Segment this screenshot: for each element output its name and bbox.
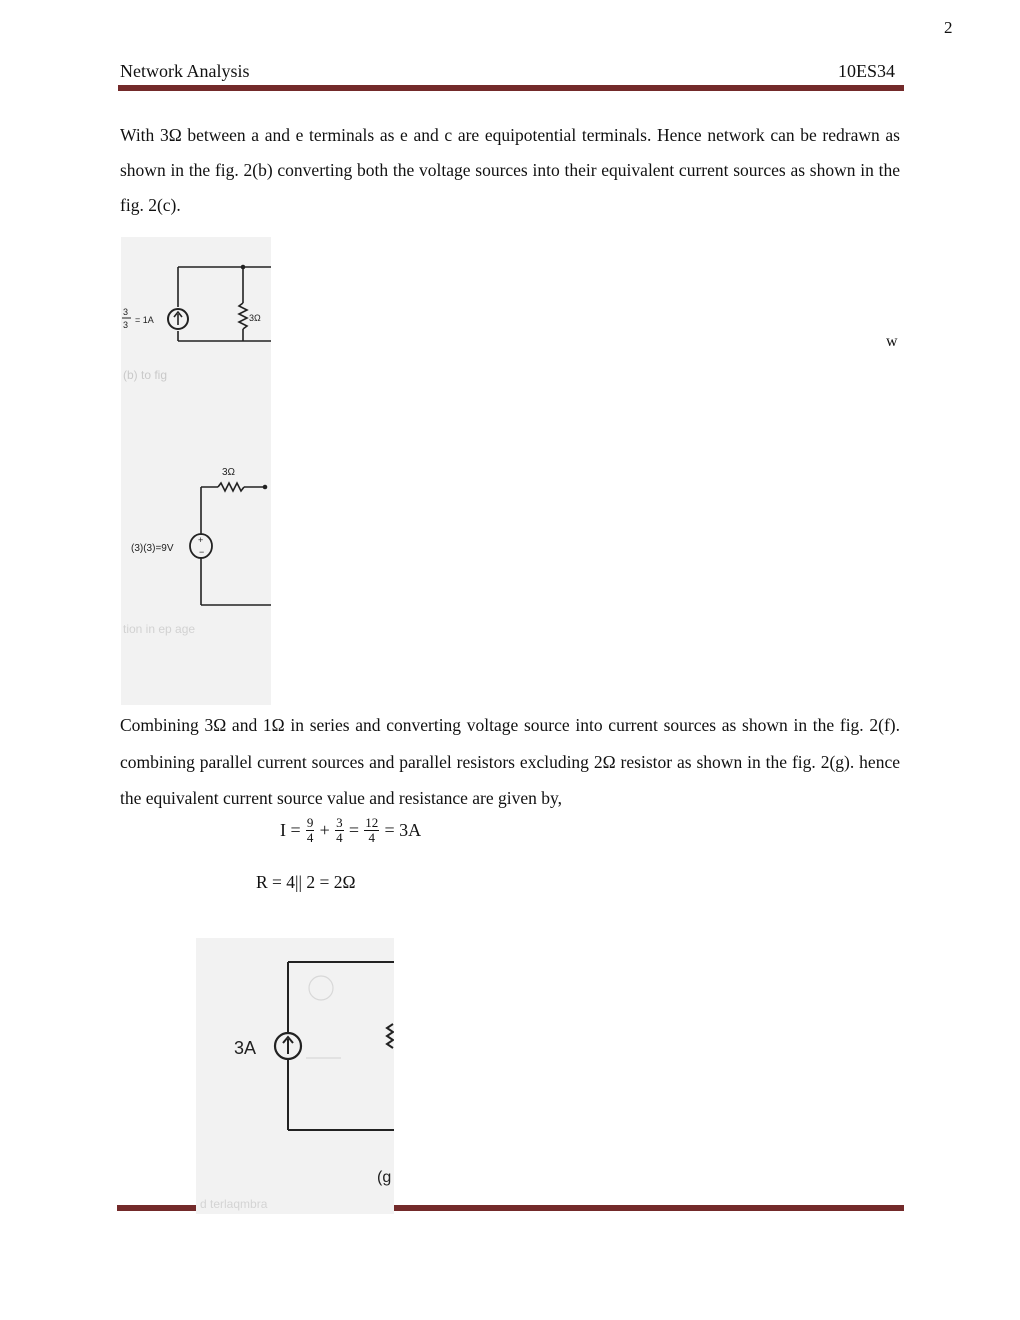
fig1-resistor-bottom-label: 3Ω (222, 467, 236, 478)
fig1-fraction-numerator: 3 (123, 307, 129, 317)
paragraph-intro: With 3Ω between a and e terminals as e and c are equipotential terminals. Hence network can be redrawn as shown in the fig. 2(b) converting both the voltage sources into their equivalent current sources as shown in the fig. 2(c). (120, 125, 900, 215)
eq-equals: = (348, 820, 359, 840)
eq-fraction-3: $\frac{12}{4}$ (365, 815, 379, 845)
fig1-fraction-denominator: 3 (123, 320, 129, 330)
fig1-source-value: = 1A (135, 315, 154, 325)
eq-fraction-1: $\frac{9}{4}$ (306, 815, 314, 845)
svg-text:+: + (198, 535, 204, 545)
equation-current (280, 816, 421, 862)
page-number: 2 (944, 18, 953, 37)
fig2-source-label: 3A (234, 1038, 257, 1058)
paragraph-combining: Combining 3Ω and 1Ω in series and converting voltage source into current sources as shown in the fig. 2(f). combining parallel current sources and parallel resistors excluding 2Ω resistor as shown in the fig. 2(g). hence the equivalent current source value and resistance are given by, (120, 715, 900, 808)
header-course-code: 10ES34 (838, 61, 896, 81)
circuit-figure-1-drawing (121, 237, 271, 705)
footer-rule-right (394, 1205, 904, 1211)
circuit-figure-2-drawing (196, 938, 394, 1214)
fig1-resistor-top-label: 3Ω (249, 313, 261, 323)
eq-lhs: I = (280, 820, 301, 840)
eq-fraction-2: $\frac{3}{4}$ (336, 815, 343, 845)
circuit-figure-1 (121, 237, 271, 705)
equation-resistance: R = 4|| 2 = 2Ω (256, 872, 356, 892)
eq-plus: + (319, 820, 330, 840)
footer-rule-left (117, 1205, 196, 1211)
header-rule (118, 85, 904, 91)
fig1-faint-text-2: tion in ep age (123, 622, 196, 636)
circuit-figure-2 (196, 938, 394, 1214)
fig2-caption: (g (377, 1169, 392, 1186)
header-title: Network Analysis (120, 61, 250, 81)
svg-text:−: − (199, 547, 205, 557)
fig2-faint-text: d terlaqmbra (200, 1197, 268, 1211)
fig1-voltage-source-label: (3)(3)=9V (131, 543, 174, 554)
eq-result: = 3A (384, 820, 422, 840)
stray-letter: w (886, 333, 898, 350)
fig1-faint-text-1: (b) to fig (123, 368, 168, 382)
